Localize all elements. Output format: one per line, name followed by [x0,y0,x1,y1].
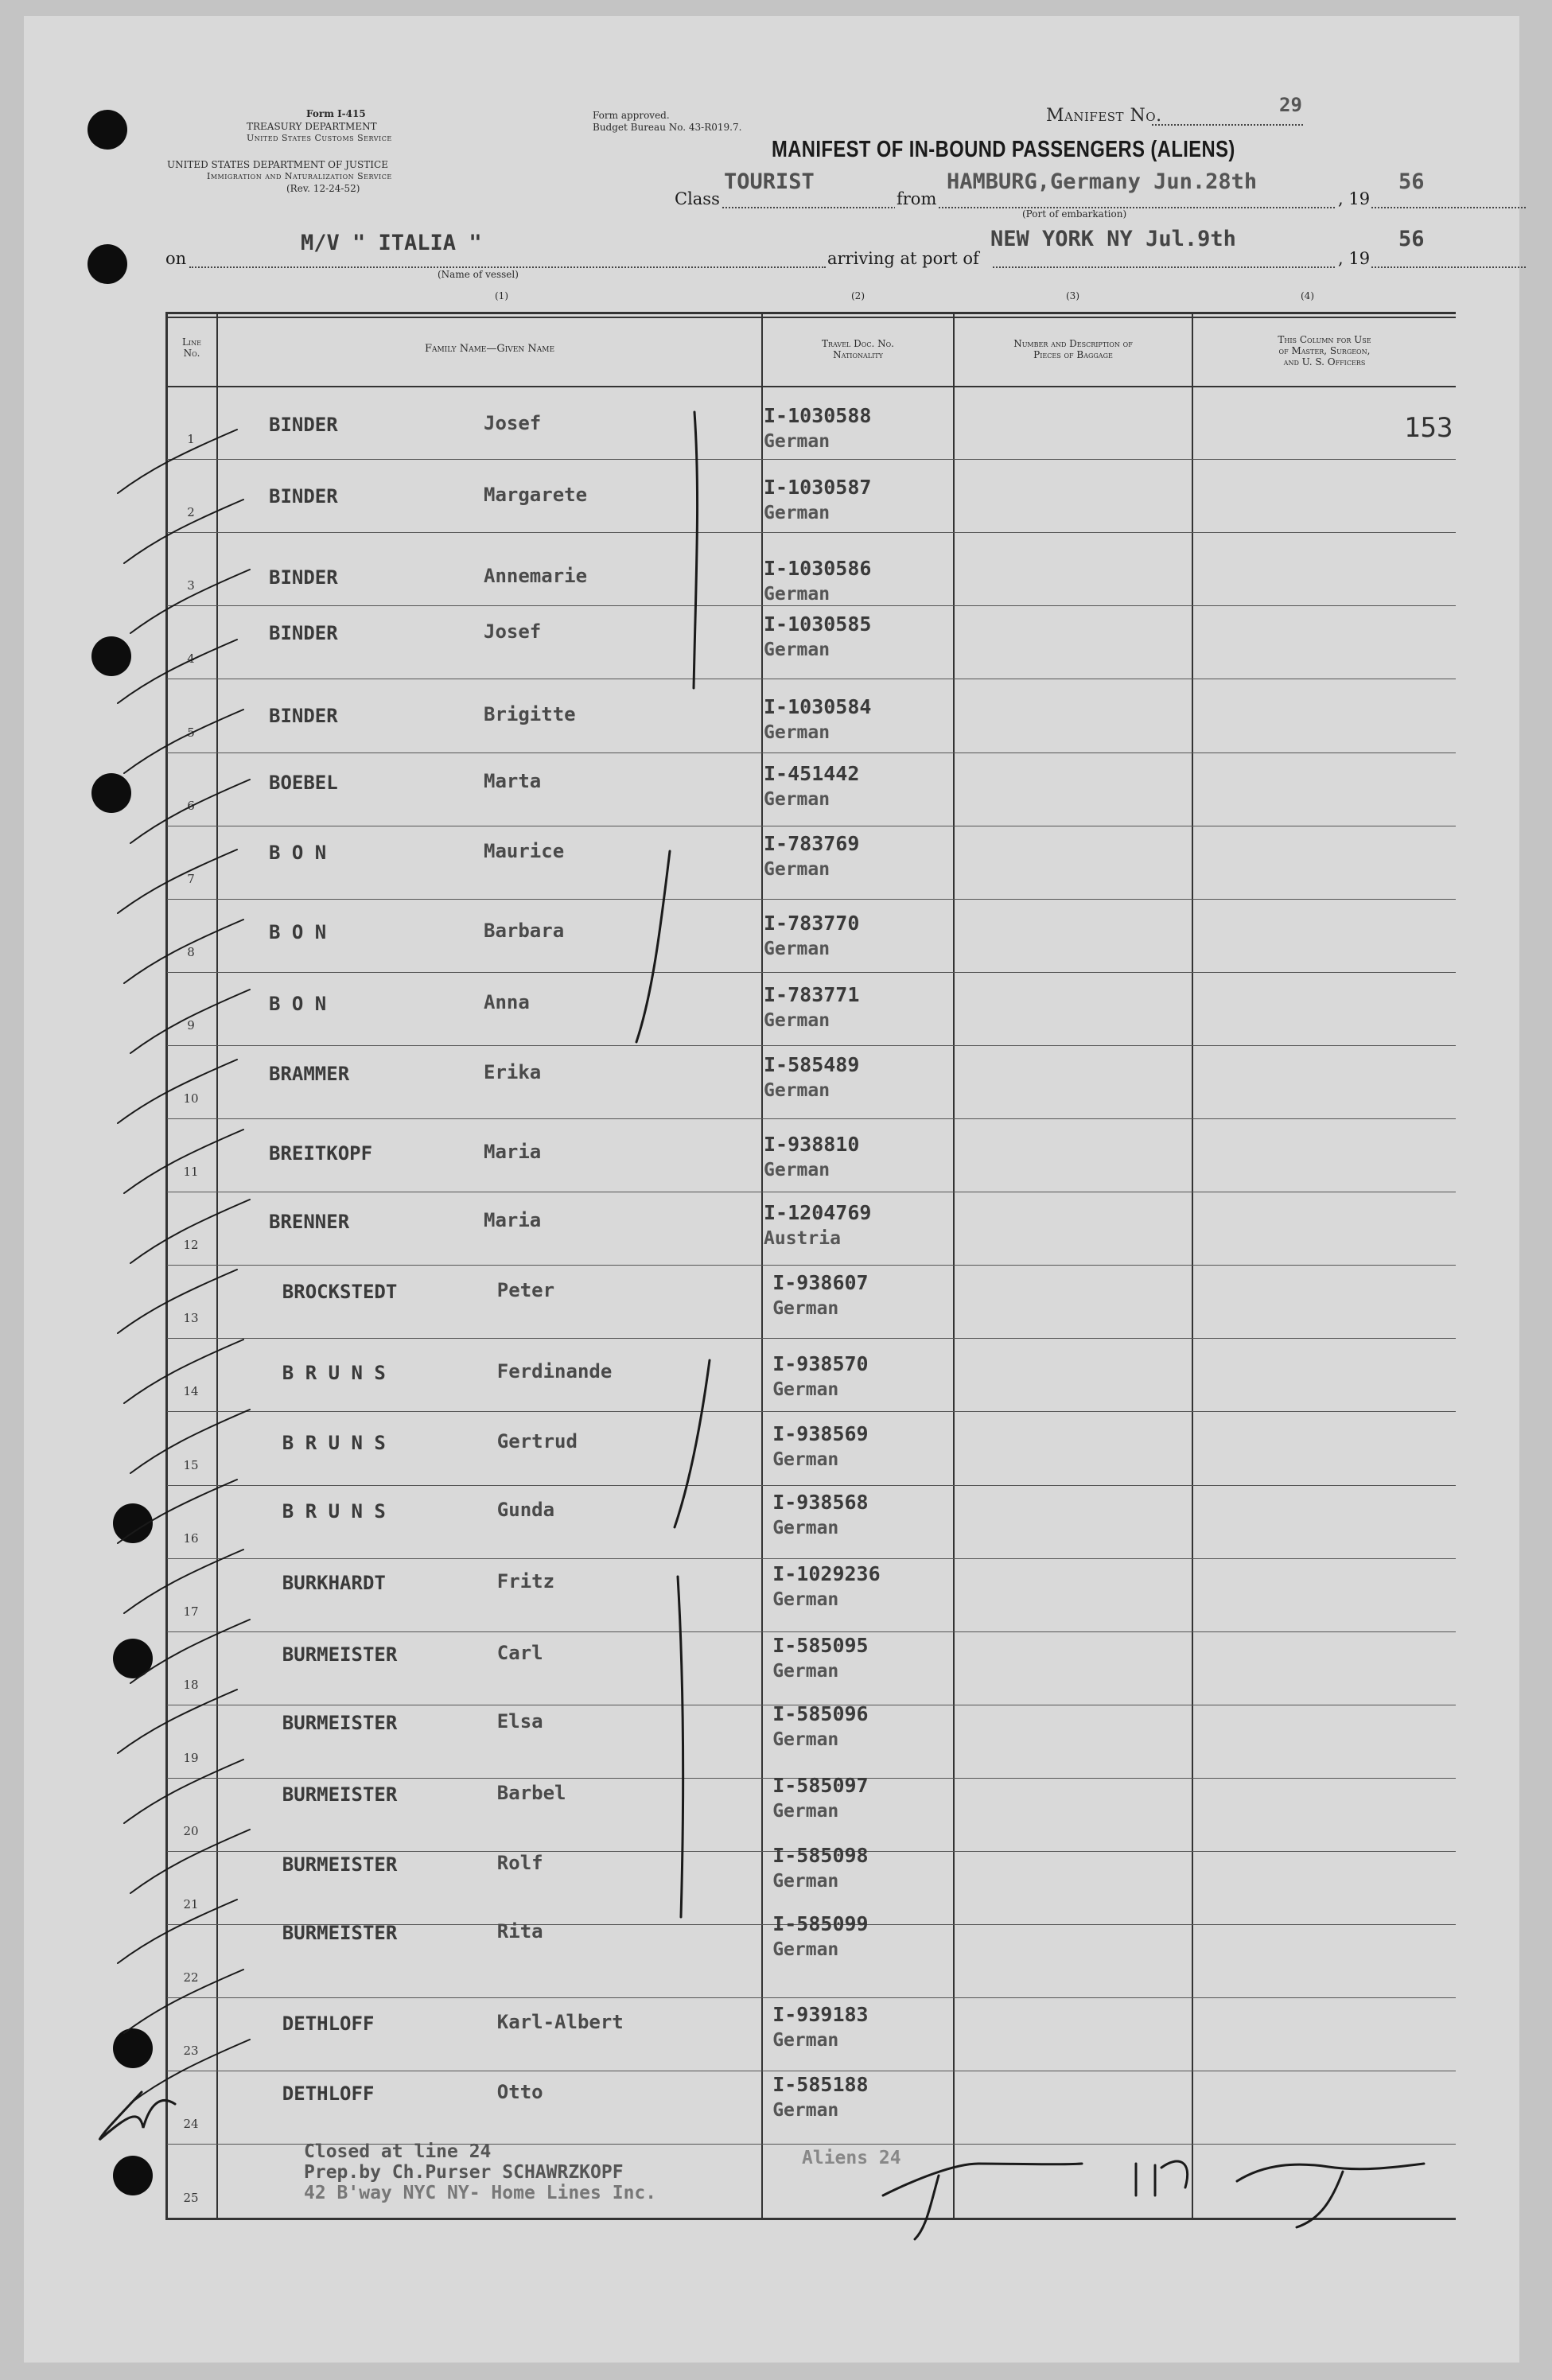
line-number: 24 [183,2117,199,2131]
passenger-nationality: German [764,1010,830,1031]
passenger-nationality: German [764,431,830,452]
passenger-family-name: B O N [269,993,327,1015]
page-number-stamp: 153 [1404,412,1453,444]
manifest-title: MANIFEST OF IN-BOUND PASSENGERS (ALIENS) [772,137,1235,162]
check-mark [118,430,237,493]
line-number: 12 [183,1238,199,1252]
passenger-family-name: BREITKOPF [269,1142,373,1165]
passenger-given-name: Maria [484,1209,542,1231]
passenger-nationality: German [772,1871,839,1892]
customs-service: United States Customs Service [247,133,392,143]
line-number: 7 [187,872,195,886]
passenger-given-name: Anna [484,991,530,1013]
passenger-given-name: Gertrud [496,1430,578,1452]
col-number-1: (1) [495,290,508,301]
passenger-doc-number: I-783769 [764,832,860,855]
passenger-family-name: BURMEISTER [282,1712,398,1734]
passenger-nationality: German [764,503,830,523]
passenger-family-name: BINDER [269,566,338,589]
passenger-given-name: Rolf [496,1852,543,1874]
passenger-given-name: Karl-Albert [496,2011,624,2033]
passenger-family-name: BRENNER [269,1211,350,1233]
line-number: 8 [187,945,195,959]
passenger-doc-number: I-585095 [772,1634,869,1657]
line-number: 21 [183,1897,199,1911]
passenger-doc-number: I-938570 [772,1352,869,1375]
check-mark [130,1830,250,1893]
vessel-caption: (Name of vessel) [438,269,519,280]
passenger-nationality: German [772,1939,839,1960]
passenger-doc-number: I-938568 [772,1491,869,1514]
passenger-nationality: German [772,1449,839,1470]
passenger-given-name: Fritz [496,1570,555,1592]
passenger-family-name: DETHLOFF [282,2012,375,2035]
passenger-nationality: German [772,1298,839,1319]
check-mark [118,640,237,703]
line-number: 3 [187,578,195,593]
passenger-family-name: B R U N S [282,1362,386,1384]
passenger-nationality: German [772,1518,839,1538]
passenger-doc-number: I-938569 [772,1422,869,1445]
col-number-3: (3) [1066,290,1079,301]
passenger-nationality: German [772,1379,839,1400]
from-label: from [897,189,937,208]
col-header-baggage: Number and Description of Pieces of Baggage [1013,338,1133,360]
form-revision: (Rev. 12-24-52) [286,183,360,194]
preparer-line: Prep.by Ch.Purser SCHAWRZKOPF [304,2162,624,2183]
aliens-count: Aliens 24 [802,2148,901,2168]
line-number: 23 [183,2044,199,2058]
passenger-doc-number: I-938810 [764,1133,860,1156]
passenger-family-name: BURKHARDT [282,1572,386,1594]
check-mark [124,1550,243,1613]
passenger-doc-number: I-1029236 [772,1562,881,1585]
passenger-doc-number: I-1030584 [764,695,872,718]
passenger-family-name: B R U N S [282,1432,386,1454]
line-number: 19 [183,1751,199,1765]
line-number: 14 [183,1384,199,1398]
class-value: TOURIST [724,169,815,194]
passenger-family-name: BURMEISTER [282,1643,398,1666]
on-label: on [165,249,187,268]
justice-department: UNITED STATES DEPARTMENT OF JUSTICE [167,159,388,170]
passenger-family-name: BURMEISTER [282,1853,398,1876]
passenger-given-name: Josef [484,412,542,434]
passenger-given-name: Rita [496,1920,543,1942]
line-number: 6 [187,799,195,813]
check-mark [130,780,250,843]
check-mark [130,990,250,1053]
passenger-nationality: German [772,1589,839,1610]
passenger-doc-number: I-585096 [772,1702,869,1725]
passenger-given-name: Carl [496,1642,543,1664]
passenger-nationality: German [772,2100,839,2121]
arrival-port: NEW YORK NY Jul.9th [990,227,1236,251]
passenger-doc-number: I-585188 [772,2073,869,2096]
check-mark [124,1130,243,1193]
company-line: 42 B'way NYC NY- Home Lines Inc. [304,2183,657,2203]
year-label-1: , 19 [1338,189,1371,208]
check-mark [130,1200,250,1263]
line-number: 17 [183,1604,199,1619]
closing-line: Closed at line 24 [304,2141,492,2162]
passenger-doc-number: I-938607 [772,1271,869,1294]
passenger-given-name: Elsa [496,1710,543,1732]
passenger-given-name: Margarete [484,484,588,506]
treasury-department: TREASURY DEPARTMENT [247,121,377,132]
ins-service: Immigration and Naturalization Service [207,171,392,181]
manifest-no-value: 29 [1279,94,1302,116]
line-number: 13 [183,1311,199,1325]
line-number: 20 [183,1824,199,1838]
year-label-2: , 19 [1338,249,1371,268]
passenger-doc-number: I-585098 [772,1844,869,1867]
passenger-nationality: German [764,1160,830,1180]
check-mark [124,1340,243,1403]
passenger-nationality: German [764,640,830,660]
passenger-given-name: Peter [496,1279,555,1301]
col-header-travel-doc: Travel Doc. No. Nationality [822,338,894,360]
check-mark [124,710,243,773]
check-mark [118,1690,237,1753]
passenger-given-name: Annemarie [484,565,588,587]
passenger-given-name: Marta [484,770,542,792]
passenger-given-name: Otto [496,2081,543,2103]
passenger-nationality: German [764,1080,830,1101]
manifest-sheet [24,16,1519,2362]
passenger-family-name: B O N [269,842,327,864]
line-number: 15 [183,1458,199,1472]
line-number: 9 [187,1018,195,1032]
passenger-nationality: German [764,939,830,959]
passenger-given-name: Erika [484,1061,542,1083]
col-header-name: Family Name—Given Name [424,343,555,355]
port-embarkation-caption: (Port of embarkation) [1022,208,1127,220]
passenger-given-name: Barbara [484,920,565,942]
check-mark [118,1900,237,1963]
line-number: 2 [187,505,195,519]
check-mark [118,850,237,913]
check-mark [124,500,243,563]
passenger-family-name: BOEBEL [269,772,338,794]
year-value-1: 56 [1398,169,1425,194]
passenger-doc-number: I-1030588 [764,404,872,427]
handwritten-marks [24,16,1519,2362]
year-value-2: 56 [1398,227,1425,251]
passenger-nationality: German [764,722,830,743]
passenger-doc-number: I-585097 [772,1774,869,1797]
passenger-doc-number: I-585489 [764,1053,860,1076]
passenger-nationality: German [772,1801,839,1822]
line-number: 1 [187,432,195,446]
budget-bureau: Budget Bureau No. 43-R019.7. [593,122,742,133]
passenger-nationality: Austria [764,1228,841,1249]
passenger-nationality: German [764,584,830,605]
passenger-doc-number: I-783771 [764,983,860,1006]
passenger-doc-number: I-451442 [764,762,860,785]
passenger-nationality: German [764,789,830,810]
vessel-name: M/V " ITALIA " [301,231,482,255]
check-mark [130,2040,250,2103]
check-mark [118,1480,237,1543]
check-mark [124,1760,243,1823]
line-number: 11 [183,1165,199,1179]
passenger-nationality: German [772,2030,839,2051]
check-mark [130,570,250,633]
passenger-doc-number: I-1030587 [764,476,872,499]
passenger-family-name: BURMEISTER [282,1922,398,1944]
check-mark [130,1410,250,1473]
passenger-doc-number: I-1030586 [764,557,872,580]
passenger-doc-number: I-1030585 [764,612,872,636]
passenger-doc-number: I-585099 [772,1912,869,1935]
line-number: 25 [183,2191,199,2205]
arriving-label: arriving at port of [827,249,979,268]
passenger-family-name: BURMEISTER [282,1783,398,1806]
form-approved: Form approved. [593,110,670,121]
passenger-family-name: B O N [269,921,327,943]
form-number: Form I-415 [306,108,366,119]
col-header-line-no: Line No. [182,336,201,359]
line-number: 22 [183,1970,199,1985]
passenger-family-name: BROCKSTEDT [282,1281,398,1303]
passenger-family-name: BRAMMER [269,1063,350,1085]
col-number-4: (4) [1301,290,1314,301]
passenger-given-name: Ferdinande [496,1360,613,1382]
passenger-family-name: B R U N S [282,1500,386,1522]
passenger-family-name: DETHLOFF [282,2082,375,2105]
check-mark [118,1270,237,1333]
line-number: 16 [183,1531,199,1546]
col-number-2: (2) [851,290,865,301]
passenger-given-name: Josef [484,620,542,643]
class-label: Class [675,189,720,208]
passenger-family-name: BINDER [269,622,338,644]
line-number: 18 [183,1678,199,1692]
passenger-given-name: Barbel [496,1782,566,1804]
line-number: 10 [183,1091,199,1106]
passenger-nationality: German [764,859,830,880]
check-mark [130,1620,250,1683]
passenger-given-name: Brigitte [484,703,576,725]
passenger-doc-number: I-783770 [764,912,860,935]
port-of-embarkation: HAMBURG,Germany Jun.28th [947,169,1258,194]
passenger-family-name: BINDER [269,414,338,436]
passenger-doc-number: I-1204769 [764,1201,872,1224]
check-mark [118,1060,237,1123]
passenger-family-name: BINDER [269,485,338,508]
manifest-no-label: Manifest No. [1046,106,1162,126]
passenger-nationality: German [772,1729,839,1750]
col-header-officers: This Column for Use of Master, Surgeon, and U. S. Officers [1278,334,1371,368]
passenger-nationality: German [772,1661,839,1682]
passenger-given-name: Gunda [496,1499,555,1521]
passenger-doc-number: I-939183 [772,2003,869,2026]
passenger-family-name: BINDER [269,705,338,727]
passenger-given-name: Maurice [484,840,565,862]
passenger-given-name: Maria [484,1141,542,1163]
check-mark [124,1970,243,2033]
check-mark [124,920,243,983]
line-number: 5 [187,725,195,740]
line-number: 4 [187,651,195,666]
